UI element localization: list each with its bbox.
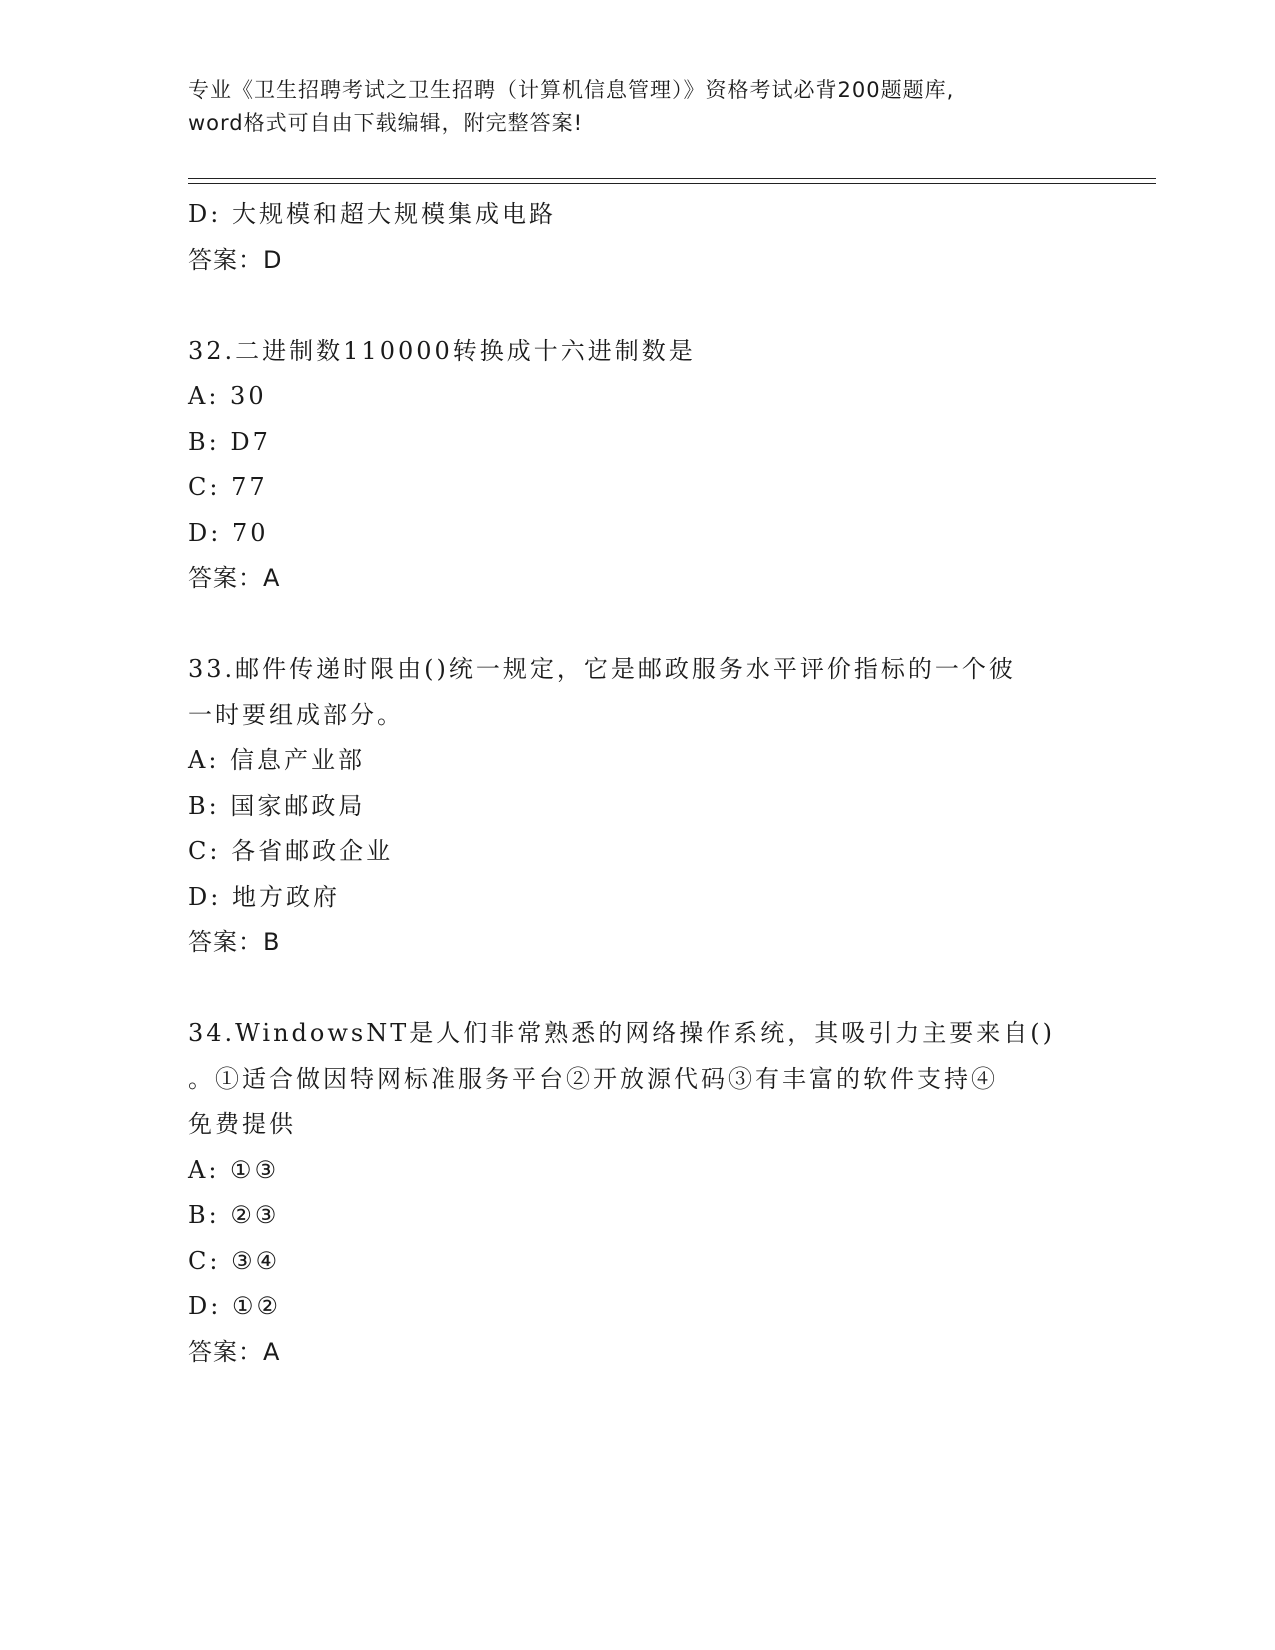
option-d: D: 大规模和超大规模集成电路	[188, 200, 556, 228]
question-text-line-2: 。①适合做因特网标准服务平台②开放源代码③有丰富的软件支持④	[188, 1064, 998, 1093]
option-c: C: ③④	[188, 1246, 281, 1275]
question-34	[188, 1011, 1088, 1375]
question-32	[188, 329, 1088, 602]
document-header	[188, 74, 1088, 140]
question-text-line-3: 免费提供	[188, 1110, 296, 1138]
option-a: A: 30	[188, 382, 267, 410]
header-divider-top	[188, 178, 1156, 179]
option-c: C: 77	[188, 473, 268, 501]
question-list	[188, 192, 1088, 1375]
option-d: D: ①②	[188, 1292, 281, 1320]
option-b: B: ②③	[188, 1201, 280, 1229]
option-d: D: 70	[188, 518, 269, 547]
question-text-line-1: 33.邮件传递时限由()统一规定，它是邮政服务水平评价指标的一个彼	[188, 655, 1016, 683]
header-divider-bottom	[188, 183, 1156, 184]
answer: 答案：D	[188, 245, 283, 274]
question-text-line-2: 一时要组成部分。	[188, 700, 404, 729]
header-line-2: word格式可自由下载编辑，附完整答案!	[188, 111, 584, 135]
option-d: D: 地方政府	[188, 882, 340, 911]
question-text-line-1: 34.WindowsNT是人们非常熟悉的网络操作系统，其吸引力主要来自()	[188, 1019, 1055, 1047]
option-a: A: 信息产业部	[188, 746, 366, 774]
option-b: B: D7	[188, 427, 271, 456]
answer: 答案：A	[188, 564, 281, 592]
option-c: C: 各省邮政企业	[188, 837, 394, 865]
question-text: 32.二进制数110000转换成十六进制数是	[188, 336, 696, 365]
option-a: A: ①③	[188, 1155, 280, 1184]
answer: 答案：A	[188, 1337, 281, 1366]
header-line-1: 专业《卫生招聘考试之卫生招聘（计算机信息管理）》资格考试必背200题题库,	[188, 78, 955, 102]
question-33	[188, 647, 1088, 966]
option-b: B: 国家邮政局	[188, 791, 366, 820]
answer: 答案：B	[188, 928, 281, 956]
